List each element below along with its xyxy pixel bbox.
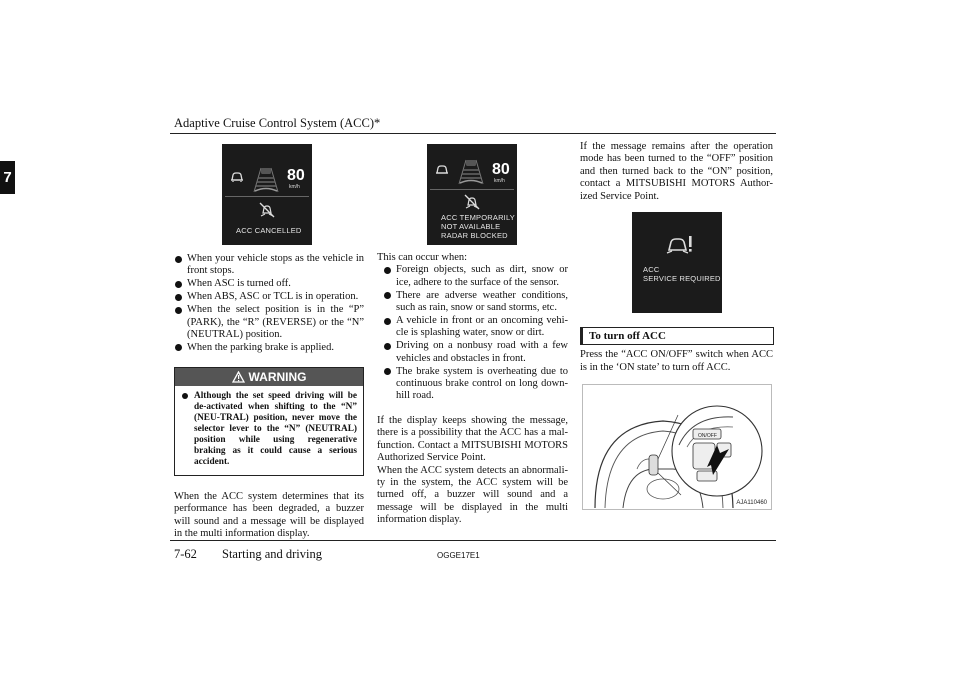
- lane-road-icon: [453, 156, 489, 186]
- list-item: The brake system is overheating due to continuous brake control on long down-hill road.: [383, 366, 568, 403]
- list-item: When the parking brake is applied.: [174, 342, 364, 354]
- acc-vehicle-icon: [434, 163, 450, 177]
- chapter-tab: 7: [0, 161, 15, 194]
- steering-wheel-diagram: [582, 384, 772, 510]
- acc-cancelled-display: [222, 144, 312, 245]
- radar-blocked-icon: [463, 193, 481, 211]
- running-header: Adaptive Cruise Control System (ACC)*: [174, 116, 381, 130]
- acc-vehicle-icon: [229, 170, 245, 184]
- display-divider: [430, 189, 514, 190]
- list-item: When ASC is turned off.: [174, 278, 364, 290]
- display-message-line: NOT AVAILABLE: [441, 222, 501, 231]
- display-message-line: SERVICE REQUIRED: [643, 274, 721, 283]
- warning-text: Although the set speed driving will be de-activated when shifting to the “N” (NEU-TRAL) position, never move the selector lever to the “N” (NEUTRAL) position while using regenerative braking as it could cause a serious accident.: [181, 391, 357, 468]
- list-item: When your vehicle stops as the vehicle in front stops.: [174, 253, 364, 278]
- warning-body: [175, 386, 363, 475]
- turn-off-paragraph: Press the “ACC ON/OFF” switch when ACC is in the ‘ON state’ to turn off ACC.: [580, 349, 773, 373]
- set-speed: 80: [492, 161, 510, 178]
- deactivation-conditions-list: [174, 253, 364, 354]
- conditions-intro: This can occur when:: [377, 252, 468, 263]
- abnormality-paragraph: When the ACC system detects an abnormali-ty in the system, the ACC system will be turned off, a buzzer will sound and a message will be displayed in the multi information display.: [377, 464, 568, 526]
- display-message-line: RADAR BLOCKED: [441, 231, 508, 240]
- acc-off-icon: [258, 201, 276, 219]
- display-divider: [225, 196, 309, 197]
- column-middle: [377, 252, 568, 527]
- warning-box: [174, 367, 364, 476]
- warning-header: [175, 368, 363, 386]
- warning-label: WARNING: [248, 370, 307, 385]
- radar-blocked-display: [427, 144, 517, 245]
- display-message: ACC CANCELLED: [236, 226, 302, 235]
- speed-unit: km/h: [289, 184, 300, 190]
- svg-text:ON/OFF: ON/OFF: [698, 433, 717, 439]
- section-heading: To turn off ACC: [580, 327, 774, 345]
- column-right: [580, 141, 773, 203]
- list-item: Foreign objects, such as dirt, snow or ice, adhere to the surface of the sensor.: [383, 264, 568, 289]
- list-item: When the select position is in the “P” (PARK), the “R” (REVERSE) or the “N” (NEUTRAL) position.: [174, 304, 364, 341]
- list-item: A vehicle in front or an oncoming vehi-cle is splashing water, snow or dirt.: [383, 315, 568, 340]
- speed-unit: km/h: [494, 178, 505, 184]
- header-rule: [170, 133, 776, 134]
- warning-triangle-icon: [232, 371, 245, 383]
- list-item: Driving on a nonbusy road with a few vehicles and obstacles in front.: [383, 340, 568, 365]
- display-message-line: ACC TEMPORARILY: [441, 213, 515, 222]
- malfunction-paragraph: If the display keeps showing the message, there is a possibility that the ACC has a mal-function. Contact a MITSUBISHI MOTORS Authorized Service Point.: [377, 414, 568, 464]
- section-name: Starting and driving: [222, 547, 322, 561]
- steering-wheel-icon: [583, 385, 771, 509]
- footer-rule: [170, 540, 776, 541]
- degraded-conditions-list: [383, 264, 568, 402]
- page-number: 7-62: [174, 547, 197, 561]
- service-paragraph: If the message remains after the operation mode has been turned to the “OFF” position and then turned back to the “ON” position, contact a MITSUBISHI MOTORS Author-ized Service Point.: [580, 141, 773, 202]
- lane-road-icon: [248, 164, 284, 194]
- degraded-paragraph: When the ACC system determines that its performance has been degraded, a buzzer will sound and a message will be displayed in the multi information display.: [174, 490, 364, 539]
- list-item: When ABS, ASC or TCL is in operation.: [174, 291, 364, 303]
- figure-code: AJA110460: [736, 500, 767, 506]
- document-code: OGGE17E1: [437, 551, 480, 560]
- turn-off-section: [580, 327, 773, 374]
- column-left: [174, 253, 364, 540]
- set-speed: 80: [287, 167, 305, 184]
- list-item: There are adverse weather conditions, such as rain, snow or sand storms, etc.: [383, 290, 568, 315]
- acc-warning-icon: [666, 234, 694, 256]
- service-required-display: [632, 212, 722, 313]
- display-message-line: ACC: [643, 265, 660, 274]
